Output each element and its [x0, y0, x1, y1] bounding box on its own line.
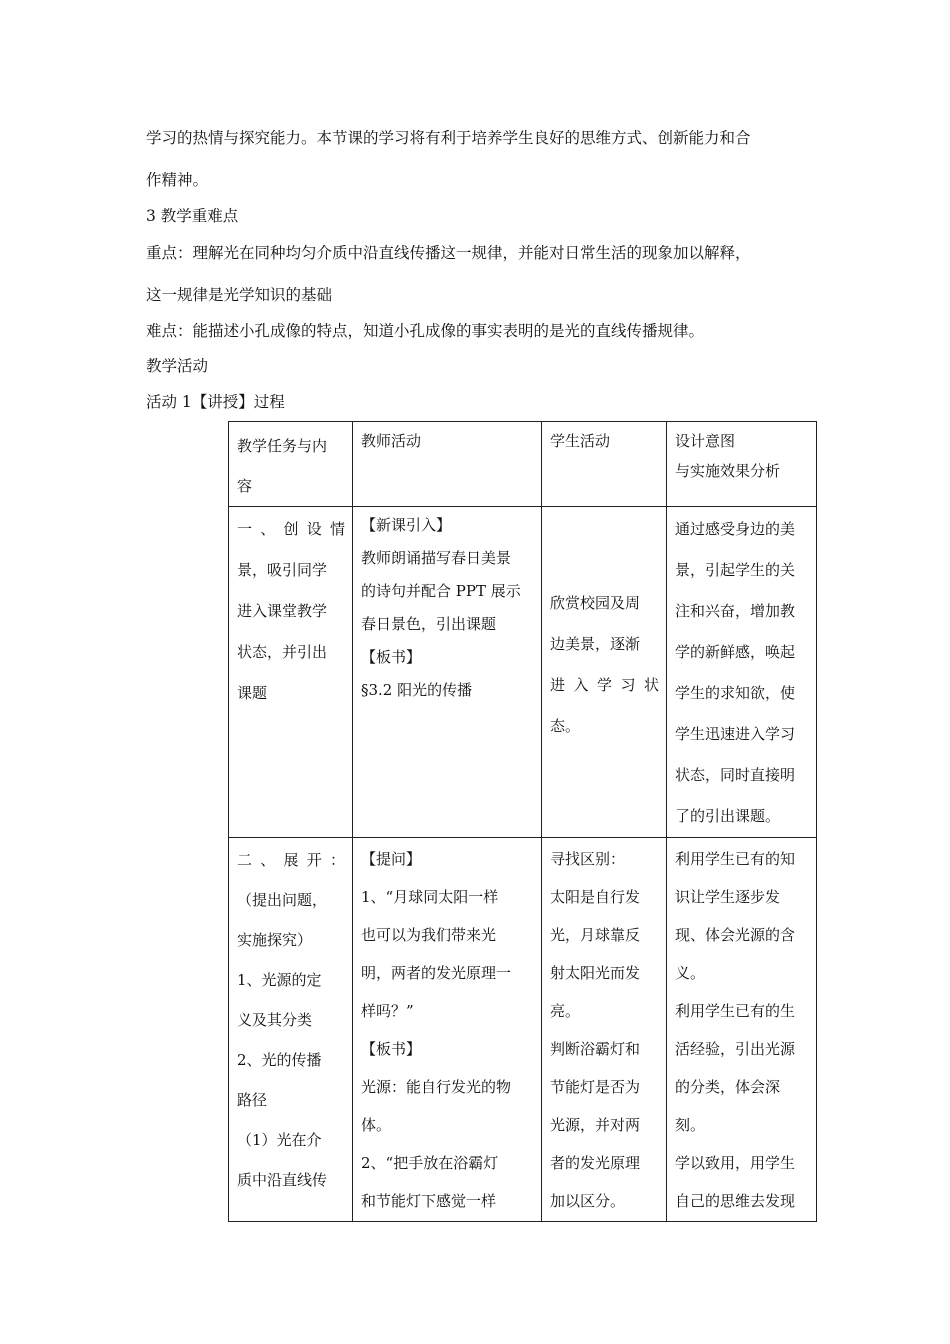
cell-line: 状态，并引出 — [237, 643, 328, 661]
cell-line: 春日景色，引出课题 — [361, 615, 497, 633]
cell-teacher — [353, 838, 542, 1222]
header-text: 与实施效果分析 — [675, 462, 781, 480]
section-heading: 教学活动 — [146, 357, 209, 375]
cell-line: 判断浴霸灯和 — [550, 1040, 641, 1058]
header-text: 教师活动 — [361, 432, 422, 450]
cell-line: 【板书】 — [361, 1040, 422, 1058]
table-header-row — [229, 422, 817, 507]
cell-line: 态。 — [550, 717, 581, 735]
header-student — [542, 422, 667, 507]
cell-line: 自己的思维去发现 — [675, 1192, 796, 1210]
cell-line: 1、“月球同太阳一样 — [361, 888, 499, 906]
cell-line: §3.2 阳光的传播 — [361, 681, 473, 699]
paragraph-line: 作精神。 — [146, 171, 209, 189]
cell-line: 【提问】 — [361, 850, 422, 868]
difficult-point-line: 难点：能描述小孔成像的特点，知道小孔成像的事实表明的是光的直线传播规律。 — [146, 322, 705, 340]
cell-line: 通过感受身边的美 — [675, 520, 796, 538]
cell-line: 欣赏校园及周 — [550, 594, 641, 612]
cell-line: 寻找区别： — [550, 850, 626, 868]
cell-line: 课题 — [237, 684, 268, 702]
cell-line: 注和兴奋，增加教 — [675, 602, 796, 620]
cell-task — [229, 838, 353, 1222]
cell-line: 明，两者的发光原理一 — [361, 964, 512, 982]
cell-line: 的诗句并配合 PPT 展示 — [361, 582, 521, 600]
cell-line: 景，吸引同学 — [237, 561, 328, 579]
header-text: 设计意图 — [675, 432, 736, 450]
cell-design — [667, 507, 817, 838]
cell-line: 景，引起学生的关 — [675, 561, 796, 579]
cell-line: 亮。 — [550, 1002, 581, 1020]
cell-line: 利用学生已有的知 — [675, 850, 796, 868]
header-teacher — [353, 422, 542, 507]
cell-student — [542, 838, 667, 1222]
header-design — [667, 422, 817, 507]
cell-line: 光源：能自行发光的物 — [361, 1078, 512, 1096]
cell-student — [542, 507, 667, 838]
cell-line: 一、创设情 — [237, 520, 345, 538]
cell-line: 光，月球靠反 — [550, 926, 641, 944]
cell-line: 活经验，引出光源 — [675, 1040, 796, 1058]
cell-line: 射太阳光而发 — [550, 964, 641, 982]
cell-line: 教师朗诵描写春日美景 — [361, 549, 512, 567]
cell-line: 学的新鲜感，唤起 — [675, 643, 796, 661]
cell-line: 质中沿直线传 — [237, 1171, 328, 1189]
cell-line: 进入学习状 — [550, 676, 659, 694]
cell-line: 也可以为我们带来光 — [361, 926, 497, 944]
cell-line: 2、“把手放在浴霸灯 — [361, 1154, 499, 1172]
cell-line: 进入课堂教学 — [237, 602, 328, 620]
cell-line: （1）光在介 — [237, 1131, 322, 1149]
cell-line: 刻。 — [675, 1116, 706, 1134]
cell-line: 和节能灯下感觉一样 — [361, 1192, 497, 1210]
cell-line: 1、光源的定 — [237, 971, 322, 989]
cell-line: （提出问题， — [237, 891, 328, 909]
cell-line: 【板书】 — [361, 648, 422, 666]
cell-line: 路径 — [237, 1091, 268, 1109]
cell-line: 体。 — [361, 1116, 392, 1134]
cell-line: 学以致用，用学生 — [675, 1154, 796, 1172]
header-text: 教学任务与内 — [237, 437, 328, 455]
key-point-line: 重点：理解光在同种均匀介质中沿直线传播这一规律，并能对日常生活的现象加以解释， — [146, 244, 751, 262]
section-heading: 3 教学重难点 — [146, 207, 239, 225]
table-row — [229, 838, 817, 1222]
cell-line: 者的发光原理 — [550, 1154, 641, 1172]
cell-line: 义。 — [675, 964, 706, 982]
cell-task — [229, 507, 353, 838]
cell-teacher — [353, 507, 542, 838]
cell-line: 边美景，逐渐 — [550, 635, 641, 653]
cell-line: 利用学生已有的生 — [675, 1002, 796, 1020]
cell-line: 状态，同时直接明 — [675, 766, 796, 784]
cell-line: 【新课引入】 — [361, 516, 452, 534]
activity-heading: 活动 1【讲授】过程 — [146, 393, 285, 411]
cell-design — [667, 838, 817, 1222]
cell-line: 识让学生逐步发 — [675, 888, 781, 906]
header-text: 学生活动 — [550, 432, 611, 450]
cell-line: 的分类，体会深 — [675, 1078, 781, 1096]
header-task — [229, 422, 353, 507]
cell-line: 二、展开： — [237, 851, 345, 869]
cell-line: 义及其分类 — [237, 1011, 313, 1029]
cell-line: 光源，并对两 — [550, 1116, 641, 1134]
cell-line: 学生迅速进入学习 — [675, 725, 796, 743]
lesson-table — [228, 421, 817, 1222]
cell-line: 实施探究） — [237, 931, 313, 949]
cell-line: 节能灯是否为 — [550, 1078, 641, 1096]
cell-line: 了的引出课题。 — [675, 807, 781, 825]
table-row — [229, 507, 817, 838]
cell-line: 2、光的传播 — [237, 1051, 322, 1069]
header-text: 容 — [237, 477, 253, 495]
cell-line: 学生的求知欲，使 — [675, 684, 796, 702]
cell-line: 现、体会光源的含 — [675, 926, 796, 944]
cell-line: 样吗？” — [361, 1002, 414, 1020]
key-point-line: 这一规律是光学知识的基础 — [146, 286, 333, 304]
cell-line: 太阳是自行发 — [550, 888, 641, 906]
paragraph-line: 学习的热情与探究能力。本节课的学习将有利于培养学生良好的思维方式、创新能力和合 — [146, 129, 751, 147]
cell-line: 加以区分。 — [550, 1192, 626, 1210]
